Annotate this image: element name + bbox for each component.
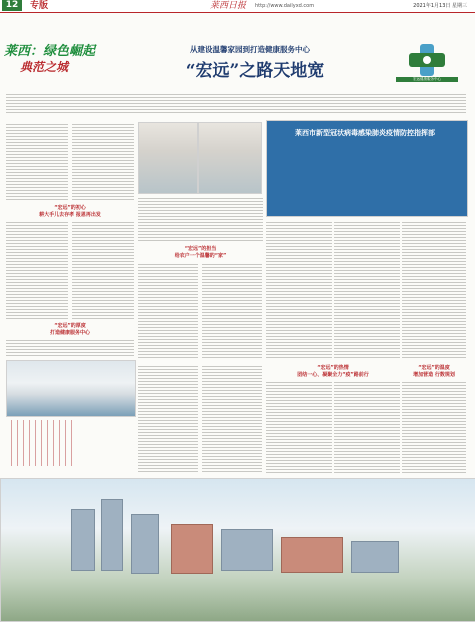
article-text-lower-b bbox=[202, 364, 262, 474]
issue-date: 2021年1月13日 星期三 bbox=[413, 3, 467, 9]
banner-text: 莱西市新型冠状病毒感染肺炎疫情防控指挥部 bbox=[295, 129, 435, 137]
column-subhead-4: 团结一心、凝聚全力“疫”路前行 bbox=[297, 372, 369, 378]
column-head-4: “宏远”的热情 bbox=[317, 365, 349, 371]
article-text-col2-a bbox=[138, 196, 263, 242]
building bbox=[101, 499, 123, 571]
article-text-col1-e bbox=[6, 338, 134, 358]
building bbox=[281, 537, 343, 573]
column-head-1: “宏远”的初心 bbox=[54, 205, 86, 211]
photo-staff-group bbox=[6, 360, 136, 417]
column-head-5: “宏远”的温度 bbox=[418, 365, 450, 371]
kicker-line-1: 莱西：绿色崛起 bbox=[4, 44, 96, 59]
logo-caption: 宏远健康服务中心 bbox=[396, 77, 458, 82]
building bbox=[71, 509, 95, 571]
decorative-poem bbox=[6, 420, 76, 466]
article-text-col1-d bbox=[72, 220, 134, 320]
building bbox=[171, 524, 213, 574]
page-number: 12 bbox=[2, 0, 22, 11]
building bbox=[351, 541, 399, 573]
page-header-bar bbox=[0, 0, 475, 13]
article-text-col3-c bbox=[402, 220, 466, 360]
article-text-lower-d bbox=[334, 380, 400, 474]
kicker-line-2: 典范之城 bbox=[20, 60, 69, 74]
website-url[interactable]: http://www.dailyxd.com bbox=[255, 3, 315, 9]
headline: “宏远”之路天地宽 bbox=[185, 61, 325, 81]
column-head-2: “宏远”的厚度 bbox=[54, 323, 86, 329]
article-text-col2-c bbox=[202, 262, 262, 360]
article-text-col1-a bbox=[6, 122, 68, 202]
section-label: 专版 bbox=[30, 1, 49, 11]
article-text-col2-b bbox=[138, 262, 198, 360]
article-text-col1-b bbox=[72, 122, 134, 202]
article-text-col3-b bbox=[334, 220, 400, 360]
column-subhead-1: 耕大手儿去存孝 报恩再出发 bbox=[39, 212, 101, 218]
headline-subtitle: 从建设温馨家园到打造健康服务中心 bbox=[190, 45, 310, 54]
building bbox=[221, 529, 273, 571]
intro-text bbox=[6, 92, 466, 114]
article-text-col1-c bbox=[6, 220, 68, 320]
article-text-col3-a bbox=[266, 220, 332, 360]
article-text-lower-e bbox=[402, 380, 466, 474]
column-head-3: “宏远”的担当 bbox=[184, 246, 217, 252]
photo-campus-render bbox=[0, 478, 475, 622]
photo-lounge bbox=[198, 122, 262, 194]
column-subhead-3: 给农户一个温馨的“家” bbox=[174, 253, 227, 259]
column-subhead-2: 打造健康服务中心 bbox=[49, 330, 90, 336]
masthead: 莱西日报 bbox=[210, 1, 247, 11]
cross-logo-icon bbox=[405, 42, 449, 78]
article-text-lower-a bbox=[138, 364, 198, 474]
column-subhead-5: 增加营造 行数规划 bbox=[413, 372, 455, 378]
article-text-lower-c bbox=[266, 380, 332, 474]
photo-corridor bbox=[138, 122, 198, 194]
building bbox=[131, 514, 159, 574]
